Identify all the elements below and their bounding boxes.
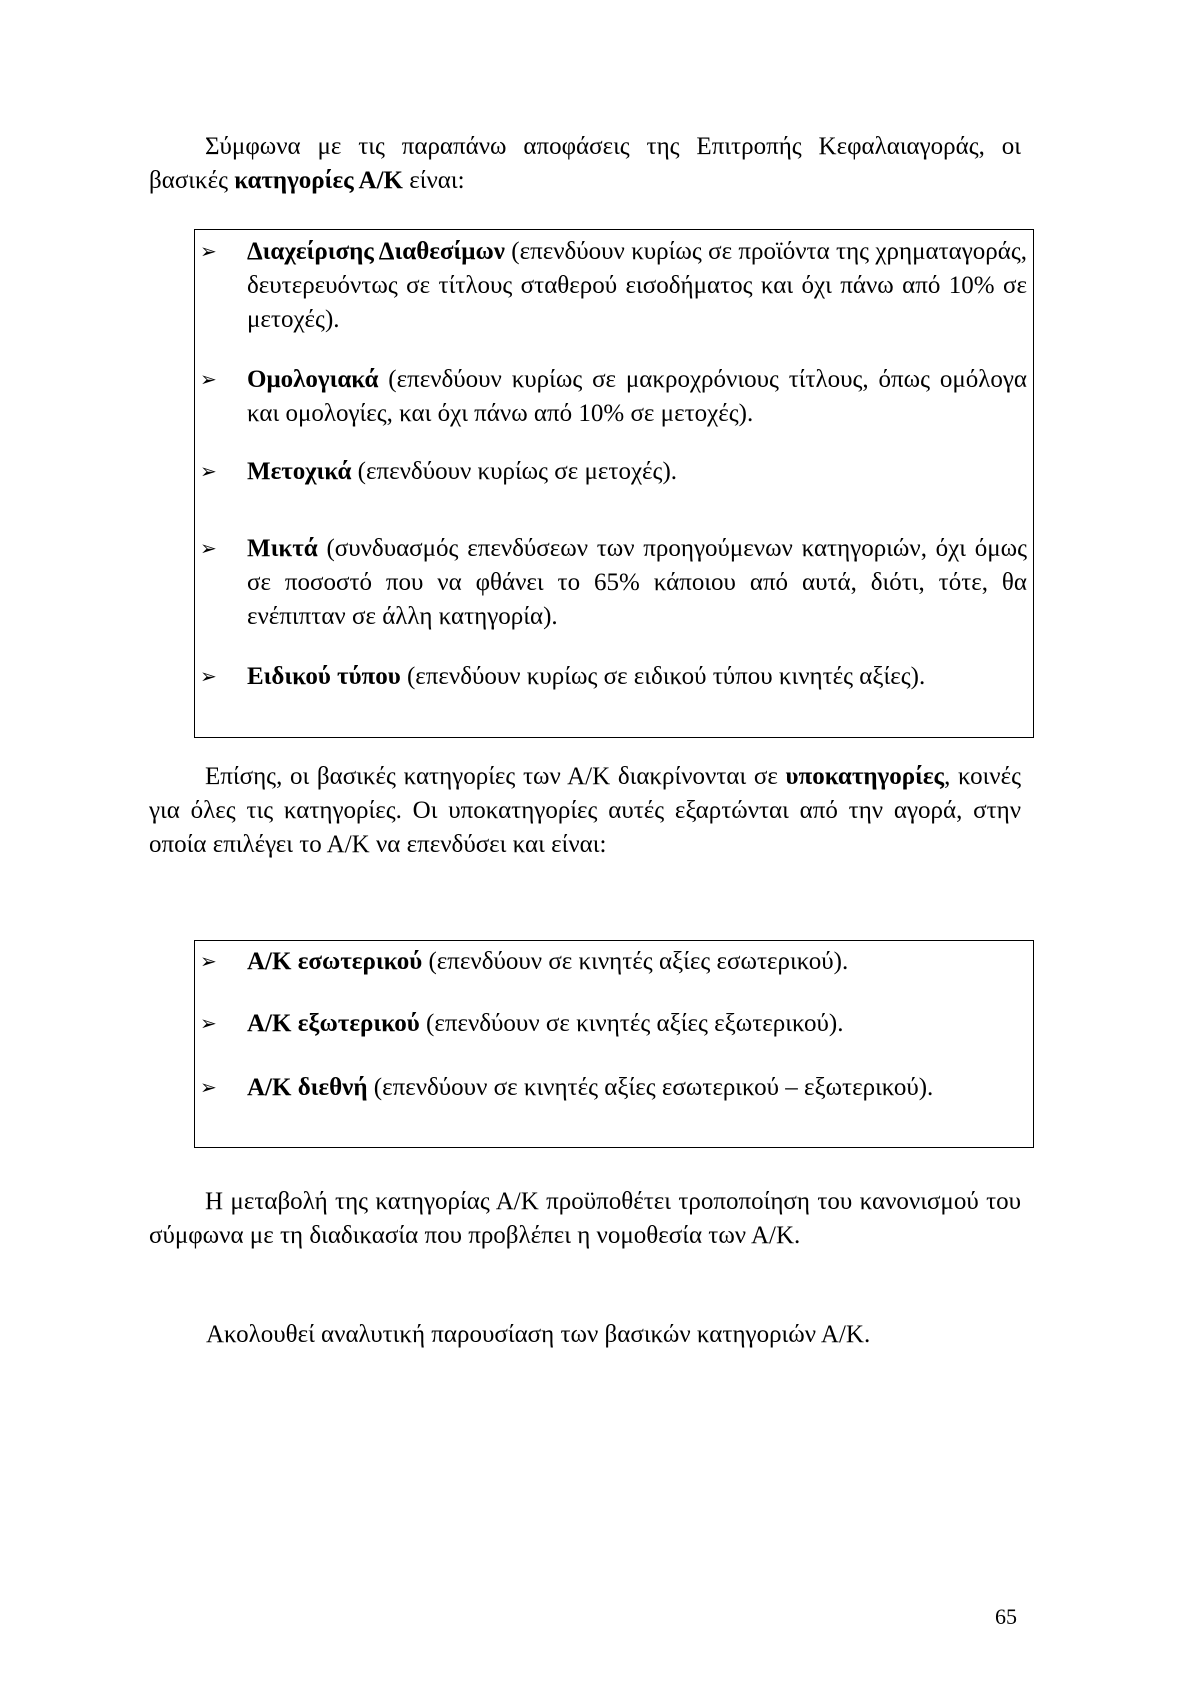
category-name: Διαχείρισης Διαθεσίμων xyxy=(247,238,505,265)
subcategory-detail: (επενδύουν σε κινητές αξίες εσωτερικού). xyxy=(422,948,849,975)
category-detail: (συνδυασμός επενδύσεων των προηγούμενων κατηγοριών, όχι όμως σε ποσοστό που να φθάνει το 65% κάποιου από αυτά, διότι, τότε, θα ενέπιπταν σε άλλη κατηγορία). xyxy=(247,535,1027,630)
subcategories-bold-text: υποκατηγορίες xyxy=(785,763,945,790)
arrow-bullet-icon: ➢ xyxy=(200,461,217,483)
intro-bold-text: κατηγορίες Α/Κ xyxy=(234,167,403,194)
category-name: Μετοχικά xyxy=(247,458,352,485)
category-name: Ειδικού τύπου xyxy=(247,663,401,690)
category-name: Μικτά xyxy=(247,535,318,562)
intro-text: Σύμφωνα με τις παραπάνω αποφάσεις της Επιτροπής Κεφαλαιαγοράς, οι βασικές xyxy=(149,133,1021,194)
subcategories-intro-paragraph xyxy=(149,760,1021,862)
closing-paragraph xyxy=(206,1318,1021,1352)
category-detail: (επενδύουν κυρίως σε ειδικού τύπου κινητές αξίες). xyxy=(400,663,926,690)
category-change-text: Η μεταβολή της κατηγορίας Α/Κ προϋποθέτει τροποποίηση του κανονισμού του σύμφωνα με τη διαδικασία που προβλέπει η νομοθεσία των Α/Κ. xyxy=(149,1188,1021,1249)
subcategory-detail: (επενδύουν σε κινητές αξίες εξωτερικού). xyxy=(419,1010,844,1037)
main-categories-box xyxy=(194,229,1034,738)
subcategories-intro-text: Επίσης, οι βασικές κατηγορίες των Α/Κ διακρίνονται σε xyxy=(205,763,786,790)
arrow-bullet-icon: ➢ xyxy=(200,538,217,560)
category-description xyxy=(247,363,1027,431)
category-detail: (επενδύουν κυρίως σε μετοχές). xyxy=(351,458,678,485)
arrow-bullet-icon: ➢ xyxy=(200,1077,217,1099)
subcategory-description xyxy=(247,945,1027,979)
subcategory-name: Α/Κ διεθνή xyxy=(247,1074,368,1101)
intro-text-end: είναι: xyxy=(402,167,465,194)
arrow-bullet-icon: ➢ xyxy=(200,666,217,688)
category-detail: (επενδύουν κυρίως σε μακροχρόνιους τίτλους, όπως ομόλογα και ομολογίες, και όχι πάνω από 10% σε μετοχές). xyxy=(247,366,1027,427)
closing-text: Ακολουθεί αναλυτική παρουσίαση των βασικών κατηγοριών Α/Κ. xyxy=(206,1321,871,1348)
category-description xyxy=(247,455,1027,489)
arrow-bullet-icon: ➢ xyxy=(200,369,217,391)
arrow-bullet-icon: ➢ xyxy=(200,1013,217,1035)
arrow-bullet-icon: ➢ xyxy=(200,951,217,973)
intro-paragraph xyxy=(149,130,1021,198)
subcategory-detail: (επενδύουν σε κινητές αξίες εσωτερικού – εξωτερικού). xyxy=(367,1074,934,1101)
arrow-bullet-icon: ➢ xyxy=(200,241,217,263)
subcategories-box xyxy=(194,940,1034,1148)
category-change-paragraph xyxy=(149,1185,1021,1253)
subcategories-intro-text-end: , κοινές για όλες τις κατηγορίες. Οι υποκατηγορίες αυτές εξαρτώνται από την αγορά, στην οποία επιλέγει το Α/Κ να επενδύσει και είναι: xyxy=(149,763,1021,858)
subcategory-description xyxy=(247,1071,1027,1105)
subcategory-description xyxy=(247,1007,1027,1041)
category-detail: (επενδύουν κυρίως σε προϊόντα της χρηματαγοράς, δευτερευόντως σε τίτλους σταθερού εισοδήματος και όχι πάνω από 10% σε μετοχές). xyxy=(247,238,1027,333)
category-name: Ομολογιακά xyxy=(247,366,379,393)
subcategory-name: Α/Κ εσωτερικού xyxy=(247,948,423,975)
subcategory-name: Α/Κ εξωτερικού xyxy=(247,1010,420,1037)
page-number: 65 xyxy=(995,1604,1017,1629)
category-description xyxy=(247,532,1027,634)
category-description xyxy=(247,660,1027,694)
category-description xyxy=(247,235,1027,337)
